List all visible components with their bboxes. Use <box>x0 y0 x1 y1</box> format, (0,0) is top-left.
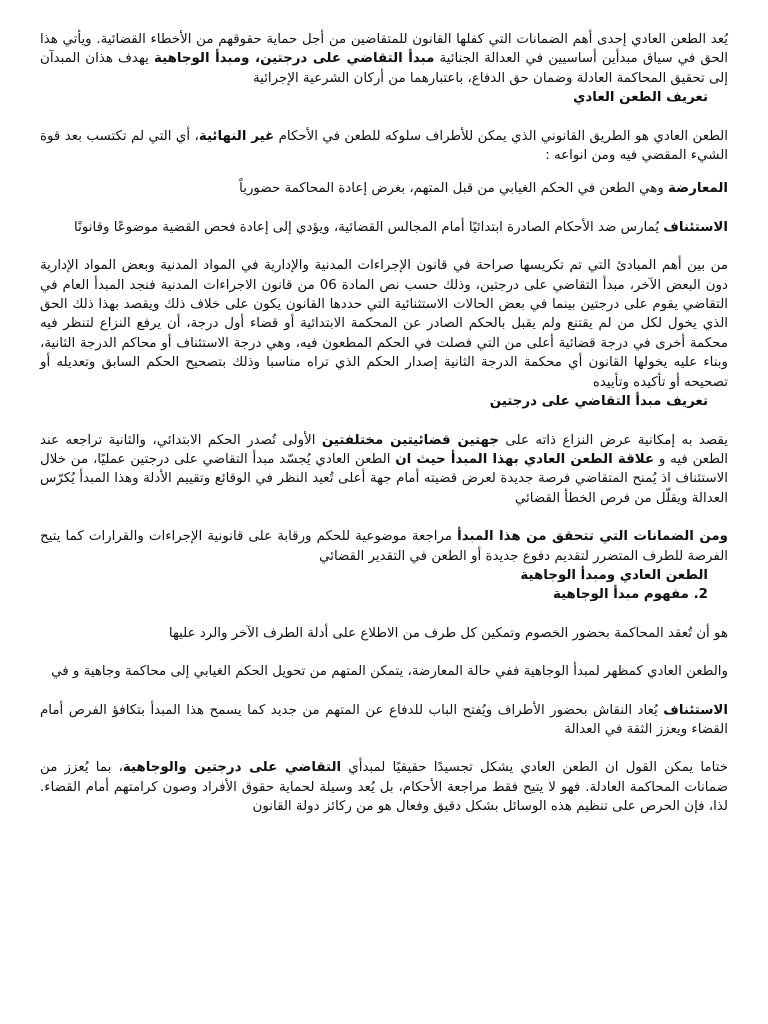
guarantees-text: مراجعة موضوعية للحكم ورقابة على قانونية الإجراءات والقرارات كما يتيح الفرصة للطرف المتضرر لتقديم دفوع جديدة أو الطعن في التقدير القضائي <box>40 529 728 564</box>
heading-text: تعريف مبدأ التقاضي على درجتين <box>489 394 708 410</box>
conclusion-text-1: ختاما يمكن القول ان الطعن العادي يشكل تجسيدًا حقيقيًا لمبدأي <box>341 760 728 776</box>
definition-text-1: الطعن العادي هو الطريق القانوني الذي يمكن للأطراف سلوكه للطعن في الأحكام <box>274 128 728 144</box>
appeal-text: يُمارس ضد الأحكام الصادرة ابتدائيًا أمام المجالس القضائية، ويؤدي إلى إعادة فحص القضية موضوعًا وقانونًا <box>74 219 664 235</box>
intro-sentence-3: يهدف هذان المبدآن إلى تحقيق المحاكمة العادلة وضمان حق الدفاع، باعتبارهما من أركان الشرعية الإجرائية <box>40 51 728 86</box>
opposition-adversarial-paragraph <box>40 662 728 681</box>
two-degree-definition-paragraph <box>40 431 728 509</box>
conclusion-paragraph <box>40 758 728 816</box>
two-degree-principle-paragraph <box>40 256 728 392</box>
appeal-adversarial-text: يُعاد النقاش بحضور الأطراف ويُفتح الباب للدفاع عن المتهم من جديد كما يسمح هذا المبدأ بتكافؤ الفرص أمام القضاء ويعزز الثقة في العدالة <box>40 702 728 737</box>
conclusion-principles-bold: التقاضي على درجتين والوجاهية <box>122 760 342 776</box>
adversarial-definition-paragraph <box>40 624 728 643</box>
relation-bold: علاقة الطعن العادي بهذا المبدأ حيث ان <box>395 451 655 467</box>
two-degree-def-text-3: الطعن العادي يُجسّد مبدأ التقاضي على درجتين عمليًا، من خلال الاستئناف اذ يُمنح المتقاضي فرصة جديدة لعرض قضيته أمام جهة أعلى تُعيد النظر في الوقائع وتقييم الأدلة وهذا المبدأ يُكرّس العدالة ويقلّل من فرص الخطأ القضائي <box>40 451 728 506</box>
heading-text: تعريف الطعن العادي <box>573 90 708 106</box>
non-final-bold: غير النهائية <box>198 128 275 144</box>
opposition-text: وهي الطعن في الحكم الغيابي من قبل المتهم، بغرض إعادة المحاكمة حضورياً <box>239 181 669 197</box>
opposition-bold: المعارضة <box>668 181 728 197</box>
ordinary-appeal-definition-paragraph <box>40 127 728 166</box>
conclusion-text-2: ، بما يُعزز من ضمانات المحاكمة العادلة. فهو لا يتيح فقط مراجعة الأحكام، بل يُعد وسيلة لحماية حقوق الأفراد وصون كرامتهم أمام القضاء. لذا، فإن الحرص على تنظيم هذه الوسائل بشكل دقيق وفعال هو من ركائز دولة القانون <box>40 760 728 815</box>
opposition-paragraph <box>40 179 728 198</box>
two-jurisdictions-bold: جهتين قضائيتين مختلفتين <box>321 432 499 448</box>
guarantees-paragraph <box>40 527 728 566</box>
intro-paragraph <box>40 30 728 88</box>
intro-principles-bold: مبدأ التقاضي على درجتين، ومبدأ الوجاهية <box>153 51 435 67</box>
two-degree-def-text-2: الأولى تُصدر الحكم الابتدائي، والثانية تراجعه عند الطعن فيه و <box>40 432 729 467</box>
document-page <box>40 30 728 817</box>
heading-text: الطعن العادي ومبدأ الوجاهية <box>520 567 708 583</box>
heading-appeal-and-adversarial <box>40 566 728 585</box>
two-degree-def-text-1: يقصد به إمكانية عرض النزاع ذاته على <box>498 432 728 448</box>
guarantees-bold: ومن الضمانات التي تتحقق من هذا المبدأ <box>457 529 728 545</box>
heading-ordinary-appeal-definition <box>40 88 728 107</box>
adversarial-definition-text: هو أن تُعقد المحاكمة بحضور الخصوم وتمكين كل طرف من الاطلاع على أدلة الطرف الآخر والرد عليها <box>168 625 728 641</box>
appeal-paragraph <box>40 218 728 237</box>
appeal-adversarial-paragraph <box>40 701 728 740</box>
appeal-bold: الاستئناف <box>663 702 728 718</box>
two-degree-text: من بين أهم المبادئ التي تم تكريسها صراحة في قانون الإجراءات المدنية والإدارية في المواد المدنية وبعض المواد الإدارية دون البعض الآخر، مبدأ التقاضي على درجتين، وذلك حسب نص المادة 06 من قانون الاجراءات المدنية فنجد المبدأ العام في التقاضي يقوم على درجتين بينما في بعض الحالات الاستثنائية التي حددها القانون يكون على خلاف ذلك ويقصد بهذا ذلك الحق الذي يخول لكل من لم يقتنع ولم يقبل بالحكم الصادر عن المحكمة الابتدائية أو قضاء أول درجة، أن يرفع النزاع لتنظر فيه محكمة أخرى في درجة قضائية أعلى من التي فصلت في الحكم المطعون فيه، وهي درجة الاستئناف أو محاكم الدرجة الثانية، وبناء عليه يخولها القانون أي محكمة الدرجة الثانية إصدار الحكم الذي تراه مناسبا وذلك بتصحيح الحكم السابق وتعديله أو تصحيحه أو تأكيده وتأييده <box>40 258 728 390</box>
heading-two-degree-definition <box>40 392 728 411</box>
heading-text: 2. مفهوم مبدأ الوجاهية <box>552 587 708 603</box>
definition-text-2: ، أي التي لم تكتسب بعد قوة الشيء المقضي فيه ومن انواعه : <box>40 128 728 164</box>
appeal-bold: الاستئناف <box>663 219 728 235</box>
opposition-adversarial-text: والطعن العادي كمظهر لمبدأ الوجاهية ففي حالة المعارضة، يتمكن المتهم من تحويل الحكم الغيابي إلى محاكمة وجاهية و في <box>51 664 728 680</box>
intro-sentence-1: يُعد الطعن العادي إحدى أهم الضمانات التي كفلها القانون للمتقاضين من أجل حماية حقوقهم من الأخطاء القضائية. <box>96 32 728 47</box>
heading-adversarial-concept <box>40 585 728 604</box>
intro-sentence-2: ويأتي هذا الحق في سياق مبدأين أساسيين في العدالة الجنائية <box>40 32 728 67</box>
